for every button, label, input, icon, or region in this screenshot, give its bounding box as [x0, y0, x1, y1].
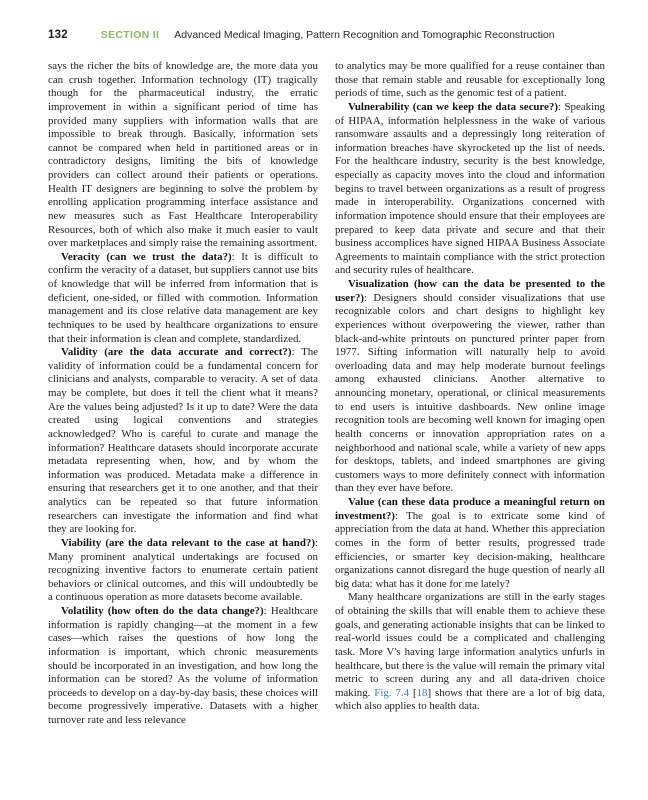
paragraph [48, 605, 318, 728]
paragraph [48, 537, 318, 605]
section-label: SECTION II [100, 29, 160, 41]
text-segment: : The validity of information could be a fundamental concern for clinicians and analysts, comparable to veracity. A set of data may be complete, but does it tell the client what it means? Are the values being adjusted? Is it up to date? Were the data created using logical conventions and strategies acknowledged? Who is careful to curate and manage the information? Healthcare datasets should incorporate accurate metadata representing when, how, and by whom the information was produced. Metadata make a difference in ensuring that researchers get it to one another, and that their analytics can be repeated so that future information researchers can investigate the information and find what they are looking for. [48, 346, 318, 536]
paragraph [335, 278, 605, 496]
paragraph [335, 101, 605, 278]
text-segment: : Many prominent analytical undertakings are focused on recognizing inventive factors to enumerate certain patient behaviors or clinical outcomes, and this will undoubtedly be a continuous operation as more datasets become available. [48, 536, 318, 604]
right-column [335, 60, 605, 772]
text-segment: : The goal is to extricate some kind of appreciation from the data at hand. Whether this appreciation comes in the form of better results, progressed trade efficiencies, or smarter key decision-making, healthcare organizations cannot disregard the huge question of nearly all big data: what has it done for me lately? [335, 509, 605, 590]
text-segment: : It is difficult to confirm the veracity of a dataset, but suppliers cannot use bits of knowledge that will be inferred from information that is deficient, one-sided, or filled with commotion. Information management and its close relative data management are key techniques to be used by healthcare organizations to ensure that their information is clean and complete, standardized. [48, 250, 318, 345]
paragraph-lead: Vulnerability (can we keep the data secure?) [348, 100, 558, 113]
left-column [48, 60, 318, 772]
paragraph-lead: Volatility (how often do the data change?) [61, 605, 264, 617]
paragraph-lead: Visualization (how can the data be presented to the user?) [335, 278, 605, 304]
text-segment: [ [409, 686, 417, 699]
paragraph-lead: Value (can these data produce a meaningful return on investment?) [335, 496, 605, 522]
paragraph [335, 496, 605, 591]
text-segment: ] shows that there are a lot of big data, which also applies to health data. [335, 686, 605, 713]
text-segment: : Speaking of HIPAA, information helplessness in the wake of various ransomware assaults and a depressingly long reiteration of information breaches have skyrocketed up the list of needs. For the healthcare industry, security is the best knowledge, especially as capacity moves into the cloud and information begins to travel between organizations as a result of progress made in interoperability. Organizations concerned with information impotence should ensure that their employees are prepared to keep data private and secure and that their business accomplices have signed HIPAA Business Associate Agreements to maintain compliance with the strict protection and security rules of healthcare. [335, 100, 605, 277]
paragraph-lead: Veracity (can we trust the data?) [61, 250, 232, 263]
text-segment: says the richer the bits of knowledge are, the more data you can crush together. Information technology (IT) tragically though for the pharmaceutical industry, the erratic improvement in within a significant period of time has provided many suppliers with information walls that are impossible to break through. Basically, information sets cannot be compared when held in partitioned areas or in contradictory designs, limiting the bits of knowledge providers can collect around their patients or operations. Health IT designers are beginning to solve the problem by enrolling application programming interface assistance and new measures such as Fast Healthcare Interoperability Resources, both of which also make it much easier to vault over marketplaces and simply raise the remaining assortment. [48, 60, 318, 250]
paragraph-lead: Viability (are the data relevant to the case at hand?) [61, 536, 315, 549]
citation-link[interactable]: 18 [416, 686, 428, 699]
section-title: Advanced Medical Imaging, Pattern Recognition and Tomographic Reconstruction [174, 29, 555, 41]
running-header [48, 29, 608, 41]
paragraph [335, 591, 605, 714]
paragraph [335, 60, 605, 101]
text-segment: : Designers should consider visualizations that use recognizable colors and chart designs to highlight key experiences without overpowering the viewer, rather than black-and-white printouts on punctured printer paper from 1977. Sifting information will naturally help to avoid overloading data and may help moderate burnout feelings among exhausted clinicians. Another alternative to announcing monetary, operational, or clinical measurements to end users is intuitive dashboards. New online image recognition tools are becoming well known for imaging open health concerns or innovation appropriation rates on a neighborhood and national scale, while a variety of new apps for desktops, tablets, and indeed smartphones are giving customers ways to more definitely connect with information than they ever have before. [335, 291, 605, 495]
two-column-text-body [48, 60, 606, 772]
paragraph [48, 60, 318, 251]
paragraph [48, 251, 318, 346]
text-segment: Many healthcare organizations are still in the early stages of obtaining the skills that will enable them to achieve these goals, and generating actionable insights that can be linked to real-world issues could be a complicated and challenging task. More V's having large information analytics unfurls in healthcare, but there is the value will remain the primary vital metric to screen during any and all data-driven choice making. [335, 591, 605, 699]
page-number: 132 [48, 29, 68, 41]
paragraph [48, 346, 318, 537]
text-segment: to analytics may be more qualified for a reuse container than those that remain stable and reusable for exceptionally long periods of time, such as the genomic test of a patient. [335, 60, 605, 100]
figure-link[interactable]: Fig. 7.4 [374, 686, 410, 699]
paragraph-lead: Validity (are the data accurate and correct?) [61, 346, 292, 359]
text-segment: : Healthcare information is rapidly changing—at the moment in a few cases—which raises the questions of how long the information is important, which chronic measurements should be incorporated in an investigation, and how long the information can be stored? As the volume of information proceeds to develop on a day-by-day basis, these choices will become progressively imperative. Datasets with a higher turnover rate and less relevance [48, 605, 318, 726]
